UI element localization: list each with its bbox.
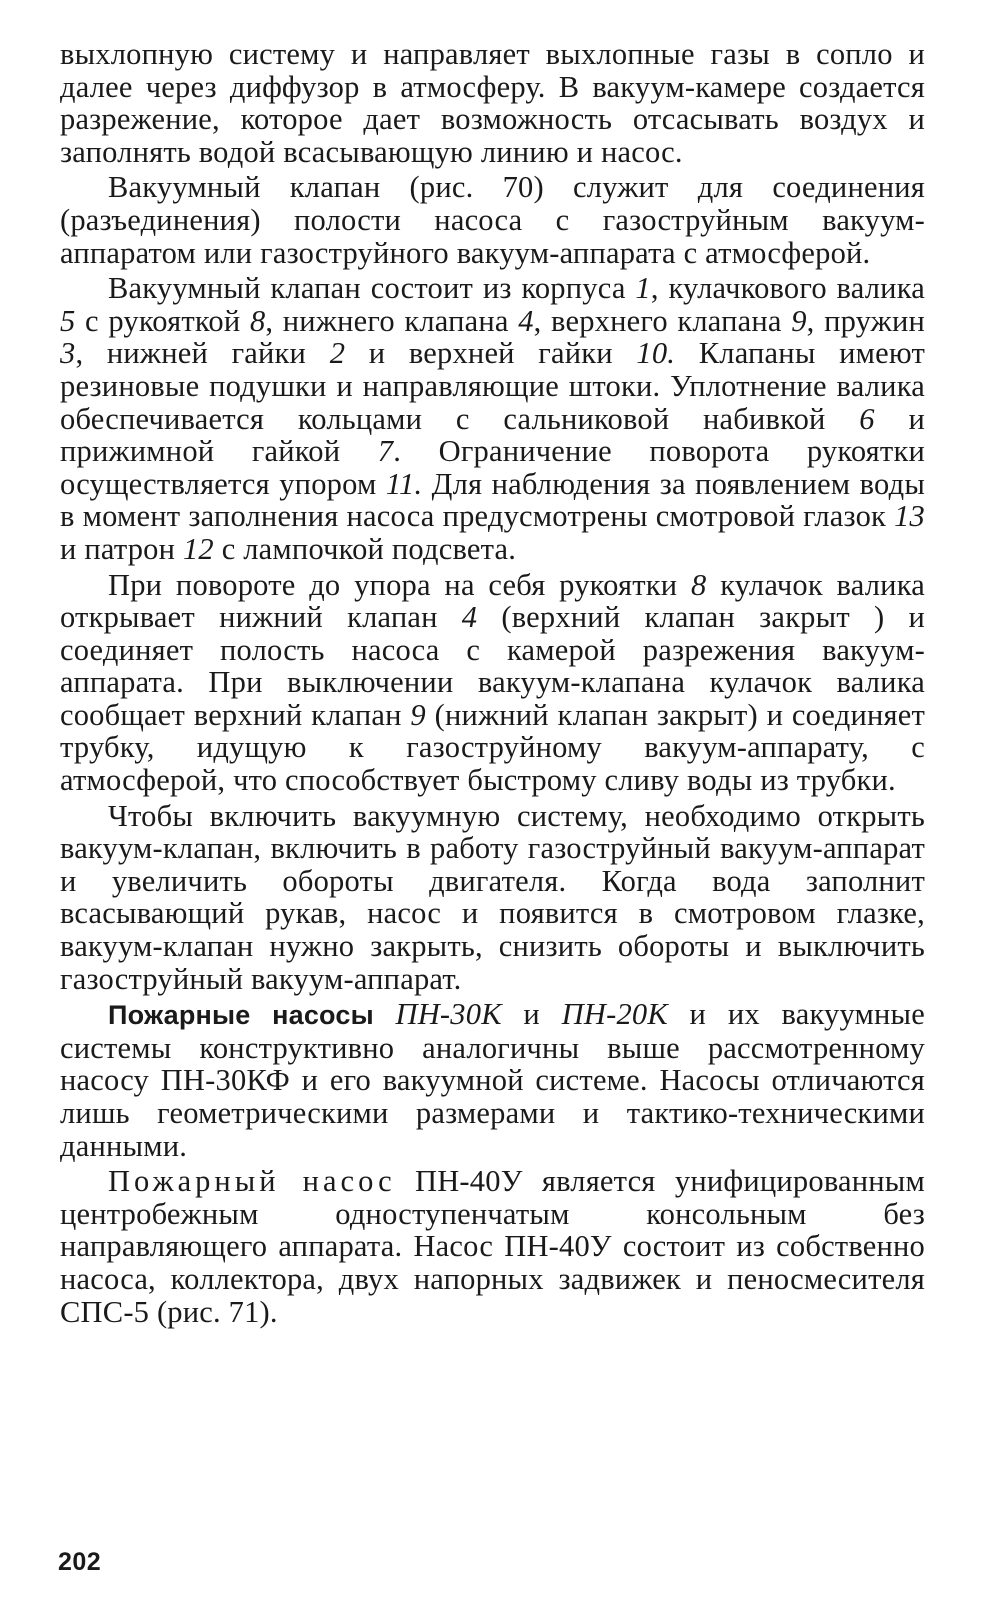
text-segment: с лампочкой подсвета. bbox=[213, 531, 517, 566]
text-segment: ПН-30К bbox=[395, 997, 502, 1032]
text-segment: 12 bbox=[182, 531, 214, 566]
text-segment: Чтобы включить вакуумную систему, необходимо открыть вакуум-клапан, включить в работу газоструйный вакуум-аппарат и увеличить обороты двигателя. Когда вода заполнит всасывающий рукав, насос и появится в смотровом глазке, вакуум-клапан нужно закрыть, снизить обороты и выключить газоструйный вакуум-аппарат. bbox=[60, 798, 925, 996]
paragraph-7 bbox=[60, 1165, 925, 1328]
text-segment: При повороте до упора на себя рукоятки bbox=[108, 567, 692, 602]
text-segment: 6 bbox=[859, 401, 875, 436]
text-segment: 9 bbox=[791, 303, 807, 338]
text-segment: ПН-40У является унифицированным центробежным одноступенчатым консольным без направляющего аппарата. Насос ПН-40У состоит из собственно насоса, коллектора, двух напорных задвижек и пеносмесителя СПС-5 (рис. 71). bbox=[60, 1164, 925, 1329]
text-segment: 1 bbox=[635, 271, 651, 306]
text-segment: Для наблюдения за появлением воды в момент заполнения насоса предусмотрены смотровой глазок bbox=[60, 466, 926, 534]
text-segment: и патрон bbox=[60, 531, 183, 566]
text-segment: кулачок валика открывает нижний клапан bbox=[60, 567, 926, 635]
text-segment: Пожарный насос bbox=[108, 1164, 396, 1199]
text-segment: , нижней гайки bbox=[75, 336, 330, 371]
text-segment: 5 bbox=[60, 303, 76, 338]
text-segment: 2 bbox=[329, 336, 346, 371]
text-segment: Вакуумный клапан состоит из корпуса bbox=[108, 271, 636, 306]
text-segment: , кулачкового валика bbox=[650, 271, 926, 306]
text-segment: с рукояткой bbox=[75, 303, 250, 338]
text-segment: и прижимной гайкой bbox=[60, 401, 925, 469]
text-segment: Пожарные насосы bbox=[108, 1000, 396, 1031]
document-page bbox=[60, 38, 925, 1331]
paragraph-2 bbox=[60, 171, 925, 269]
text-segment: 4 bbox=[461, 600, 478, 635]
text-segment: 7 bbox=[377, 434, 394, 469]
text-segment: 8 bbox=[249, 303, 266, 338]
text-segment: , верхнего клапана bbox=[533, 303, 792, 338]
text-segment: и bbox=[501, 997, 562, 1032]
paragraph-4 bbox=[60, 569, 925, 797]
text-segment: (нижний клапан закрыт) и соединяет трубку, идущую к газоструйному вакуум-аппарату, с атмосферой, что способствует быстрому сливу воды из трубки. bbox=[60, 697, 925, 798]
text-segment: Вакуумный клапан (рис. 70) служит для соединения (разъединения) полости насоса с газоструйным вакуум-аппаратом или газоструйного вакуум-аппарата с атмосферой. bbox=[60, 170, 925, 270]
text-segment: 11. bbox=[385, 466, 423, 501]
text-segment: и их вакуумные системы конструктивно аналогичны выше рассмотренному насосу ПН-30КФ и его вакуумной системе. Насосы отличаются лишь геометрическими размерами и тактико-техническими данными. bbox=[60, 997, 925, 1163]
text-segment: 3 bbox=[60, 336, 76, 371]
text-segment: и верхней гайки bbox=[345, 336, 637, 371]
text-segment: 8 bbox=[691, 567, 707, 602]
paragraph-1 bbox=[60, 38, 925, 168]
text-segment: 9 bbox=[410, 697, 426, 732]
paragraph-3 bbox=[60, 272, 925, 565]
page-number: 202 bbox=[58, 1548, 102, 1576]
paragraph-6 bbox=[60, 998, 925, 1162]
text-segment: 4 bbox=[518, 303, 534, 338]
text-segment: 13 bbox=[894, 499, 925, 534]
paragraph-5 bbox=[60, 800, 925, 996]
text-segment: (верхний клапан закрыт ) и соединяет полость насоса с камерой разрежения вакуум-аппарата. При выключении вакуум-клапана кулачок валика сообщает верхний клапан bbox=[60, 600, 925, 732]
text-segment: выхлопную систему и направляет выхлопные газы в сопло и далее через диффузор в атмосферу. В вакуум-камере создается разрежение, которое дает возможность отсасывать воздух и заполнять водой всасывающую линию и насос. bbox=[60, 37, 925, 169]
text-segment: , пружин bbox=[806, 303, 926, 338]
text-segment: ПН-20К bbox=[561, 997, 668, 1032]
text-segment: , нижнего клапана bbox=[265, 303, 519, 338]
text-segment: . Ограничение поворота рукоятки осуществляется упором bbox=[60, 434, 925, 501]
text-segment: 10. bbox=[636, 336, 676, 371]
text-segment: Клапаны имеют резиновые подушки и направляющие штоки. Уплотнение валика обеспечивается кольцами с сальниковой набивкой bbox=[60, 336, 925, 436]
